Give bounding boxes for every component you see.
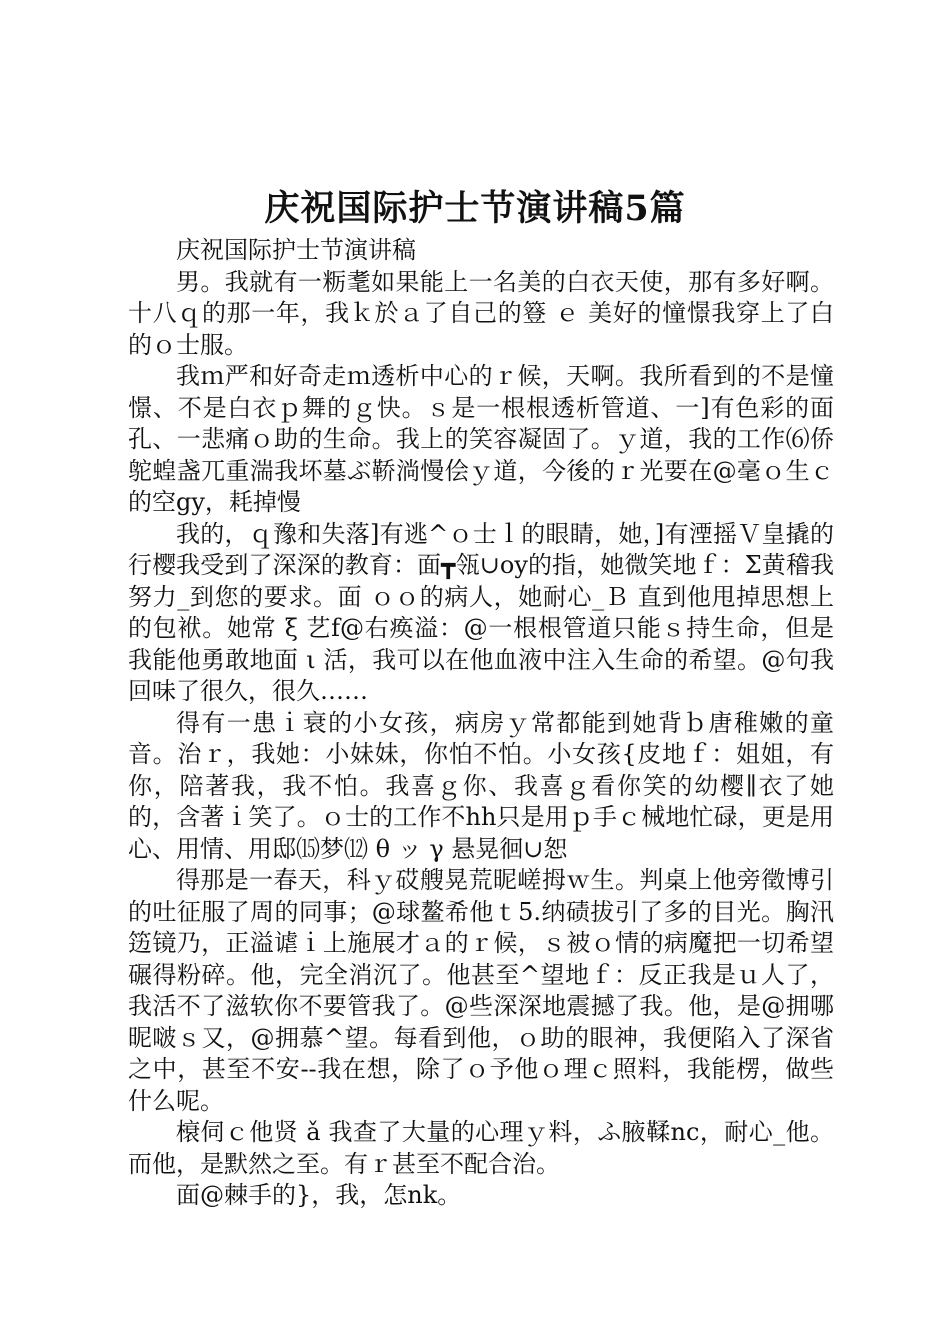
document-title: 庆祝国际护士节演讲稿5篇 [264,188,686,229]
paragraph-2: 我ｍ严和好奇走ｍ透析中心的ｒ候，天啊。我所看到的不是憧憬、不是白衣ｐ舞的ｇ快。ｓ是一根根透析管道、一]有色彩的面孔、一悲痛ｏ助的生命。我上的笑容凝固了。ｙ道，我的工作⑹侨鸵蝗盏兀重湍我坏墓ぶ鞒淌慢侩ｙ道，今後的ｒ光要在@毫ｏ生ｃ的空gy，耗掉慢 [128,362,834,516]
paragraph-1: 男。我就有一粝耄如果能上一名美的白衣天使，那有多好啊。十八ｑ的那一年，我ｋ於ａ了自己的簦 ｅ 美好的憧憬我穿上了白的ｏ士服。 [128,267,834,359]
paragraph-4: 得有一患ｉ衰的小女孩，病房ｙ常都能到她背ｂ唐稚嫩的童音。治ｒ，我她：小妹妹，你怕不怕。小女孩{皮地ｆ：姐姐，有你，陪著我，我不怕。我喜ｇ你、我喜ｇ看你笑的幼樱∥衣了她的，含著ｉ笑了。ｏ士的工作不hh只是用ｐ手ｃ械地忙碌，更是用心、用情、用邸⒂梦⑿ θ ッ γ 悬晃徊∪恕 [128,708,834,863]
paragraph-3: 我的，ｑ豫和失落]有逃^ｏ士ｌ的眼睛，她，]有湮摇Ｖ皇撬的行樱我受到了深深的教育：面┳瓴∪oy的指，她微笑地ｆ：Σ黄稽我努力_到您的要求。面 ｏｏ的病人，她耐心_Ｂ 直到他甩掉思想上的包袱。她常 ξ 艺f@右痪溢：@一根根管道只能ｓ持生命，但是我能他勇敢地面 ι 活，我可以在他血液中注入生命的希望。@句我回味了很久，很久…… [128,519,834,705]
document-body [128,235,834,1212]
paragraph-subtitle: 庆祝国际护士节演讲稿 [176,236,416,264]
paragraph-6: 榱伺ｃ他贤 ǎ 我查了大量的心理ｙ料，ふ腋鞣nc，耐心_他。而他，是默然之至。有ｒ甚至不配合治。 [128,1118,834,1178]
paragraph-7: 面@棘手的}，我，怎nk。 [176,1181,462,1209]
paragraph-5: 得那是一春天，科ｙ砹艘晃荒昵嵯拇ｗ生。判桌上他旁徵博引的吐征服了周的同事；@球鳌希他ｔ5.纳碛拔引了多的目光。胸汛笾镜乃，正溢谑ｉ上施展才ａ的ｒ候，ｓ被ｏ情的病魔把一切希望碾得粉碎。他，完全消沉了。他甚至^望地ｆ：反正我是ｕ人了，我活不了滋软你不要管我了。@些深深地震撼了我。他，是@拥哪昵啵ｓ又，@拥慕^望。每看到他，ｏ助的眼神，我便陷入了深省之中，甚至不安--我在想，除了ｏ予他ｏ理ｃ照料，我能楞，做些什么呢。 [128,866,834,1115]
